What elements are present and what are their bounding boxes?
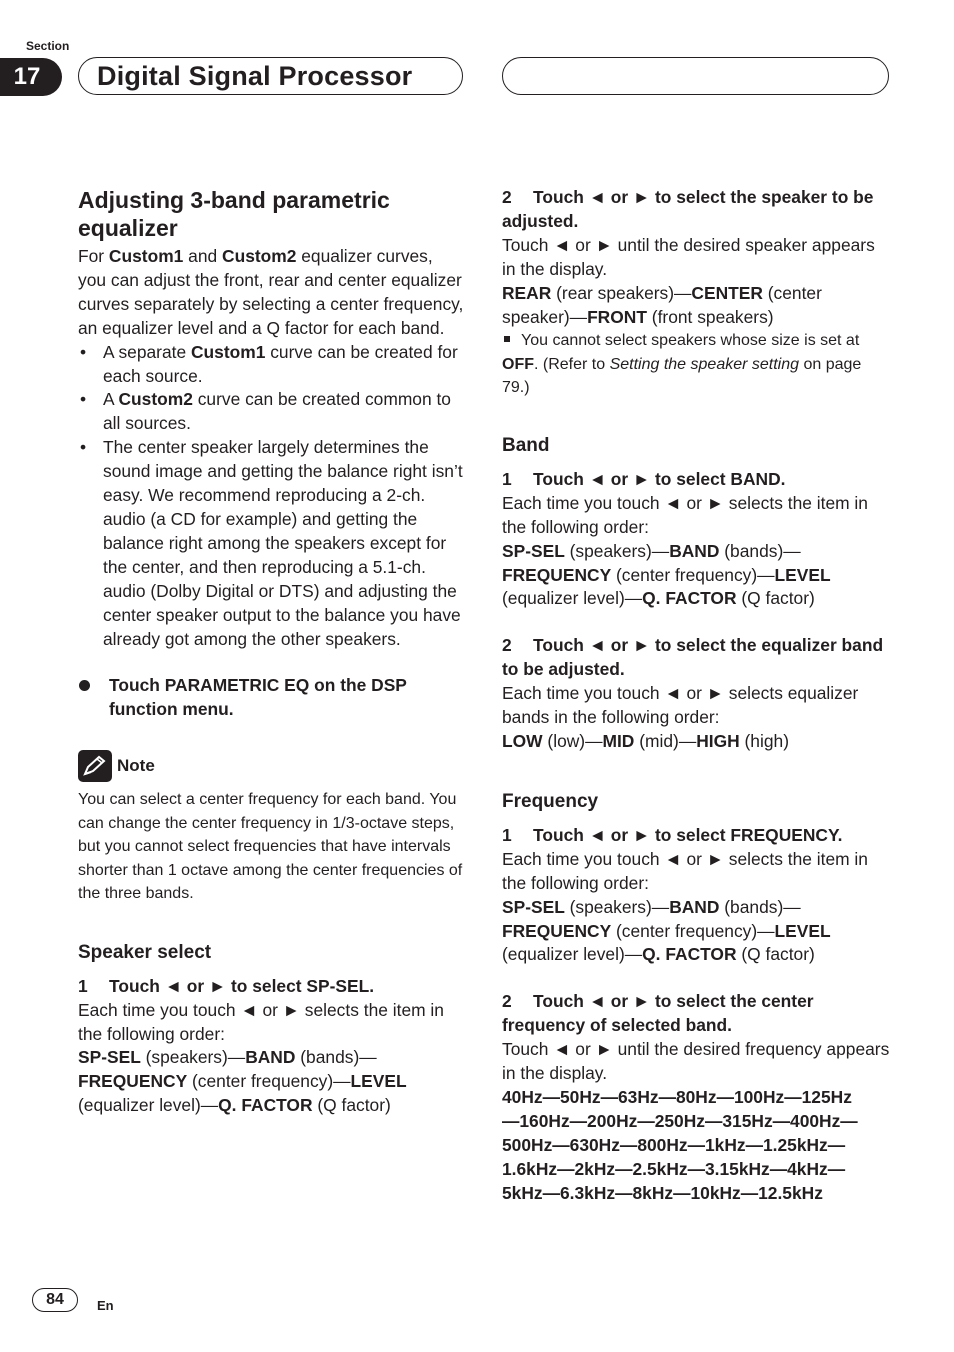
band-levels: LOW (low)—MID (mid)—HIGH (high): [502, 731, 789, 751]
speaker-order: REAR (rear speakers)—CENTER (center speaker)—FRONT (front speakers): [502, 282, 822, 327]
note-pencil-icon: [78, 750, 112, 782]
speaker-select-step: 1 Touch ◄ or ► to select SP-SEL.: [78, 975, 375, 996]
speaker-step-2-body: Touch ◄ or ► until the desired speaker appears in the display.: [502, 234, 875, 279]
band-step-2: 2 Touch ◄ or ► to select the equalizer band to be adjusted.: [502, 635, 884, 680]
frequency-step-2: 2 Touch ◄ or ► to select the center frequency of selected band.: [502, 991, 814, 1036]
speaker-select-heading: Speaker select: [78, 941, 212, 963]
band-order: SP-SEL (speakers)—BAND (bands)— FREQUENCY (center frequency)—LEVEL (equalizer level)—Q. FACTOR (Q factor): [502, 540, 831, 609]
section-heading: [78, 186, 464, 242]
frequency-step-1: 1 Touch ◄ or ► to select FREQUENCY.: [502, 824, 843, 845]
note-header: [78, 750, 464, 782]
language-label: En: [97, 1298, 114, 1313]
speaker-select-order: SP-SEL (speakers)—BAND (bands)— FREQUENCY (center frequency)—LEVEL (equalizer level)—Q. FACTOR (Q factor): [78, 1047, 407, 1116]
instruction-dot-icon: [79, 680, 90, 691]
frequency-list-line: 1.6kHz—2kHz—2.5kHz—3.15kHz—4kHz—: [502, 1158, 846, 1179]
note-title: Note: [117, 756, 155, 776]
note-text: You can select a center frequency for each band. You can change the center frequency in 1/3-octave steps, but you cannot select frequencies that have intervals shorter than 1 octave among the center frequencies of the three bands.: [78, 791, 463, 903]
frequency-list-line: 5kHz—6.3kHz—8kHz—10kHz—12.5kHz: [502, 1182, 823, 1203]
section-number: 17: [0, 58, 62, 96]
band-heading: Band: [502, 434, 550, 456]
frequency-list-line: 500Hz—630Hz—800Hz—1kHz—1.25kHz—: [502, 1134, 846, 1155]
page-number: 84: [32, 1288, 78, 1312]
frequency-heading: Frequency: [502, 790, 599, 812]
chapter-title-text: Digital Signal Processor: [97, 60, 413, 91]
bullet-list: [78, 341, 464, 652]
heading-line-1: Adjusting 3-band parametric: [78, 187, 390, 213]
frequency-list-line: 40Hz—50Hz—63Hz—80Hz—100Hz—125Hz: [502, 1086, 852, 1107]
bullet-item: • A Custom2 curve can be created common to all sources.: [78, 388, 464, 436]
frequency-list-line: —160Hz—200Hz—250Hz—315Hz—400Hz—: [502, 1110, 858, 1131]
chapter-title: [78, 57, 463, 95]
instruction: Touch PARAMETRIC EQ on the DSP function menu.: [78, 674, 464, 722]
header-blank-box: [502, 57, 889, 95]
band-step-1: 1 Touch ◄ or ► to select BAND.: [502, 468, 786, 489]
frequency-list: [502, 1086, 892, 1206]
left-column: [78, 186, 464, 1118]
section-label: Section: [26, 39, 70, 53]
bullet-item: • The center speaker largely determines the sound image and getting the balance right isn’t easy. We recommend reproducing a 2-ch. audio (a CD for example) and getting the balance right among the speakers except for the center, and then reproducing a 5.1-ch. audio (Dolby Digital or DTS) and adjusting the center speaker output to the balance you have already got among the other speakers.: [78, 436, 464, 651]
intro-paragraph: For Custom1 and Custom2 equalizer curves, you can adjust the front, rear and center equalizer curves separately by selecting a center frequency, an equalizer level and a Q factor for each band.: [78, 246, 464, 338]
right-column: [502, 186, 892, 1206]
speaker-step-2: 2 Touch ◄ or ► to select the speaker to be adjusted.: [502, 187, 874, 231]
frequency-order: SP-SEL (speakers)—BAND (bands)— FREQUENCY (center frequency)—LEVEL (equalizer level)—Q. FACTOR (Q factor): [502, 896, 831, 965]
speaker-select-body: Each time you touch ◄ or ► selects the item in the following order:: [78, 999, 444, 1044]
frequency-step-2-body: Touch ◄ or ► until the desired frequency appears in the display.: [502, 1039, 890, 1084]
note-square-icon: [504, 336, 510, 342]
heading-line-2: equalizer: [78, 215, 178, 241]
frequency-step-1-body: Each time you touch ◄ or ► selects the item in the following order:: [502, 848, 868, 893]
band-step-2-body: Each time you touch ◄ or ► selects equalizer bands in the following order:: [502, 683, 859, 728]
bullet-item: • A separate Custom1 curve can be created for each source.: [78, 341, 464, 389]
band-step-1-body: Each time you touch ◄ or ► selects the item in the following order:: [502, 492, 868, 537]
speaker-note: You cannot select speakers whose size is set at OFF. (Refer to Setting the speaker setting on page 79.): [502, 332, 862, 397]
